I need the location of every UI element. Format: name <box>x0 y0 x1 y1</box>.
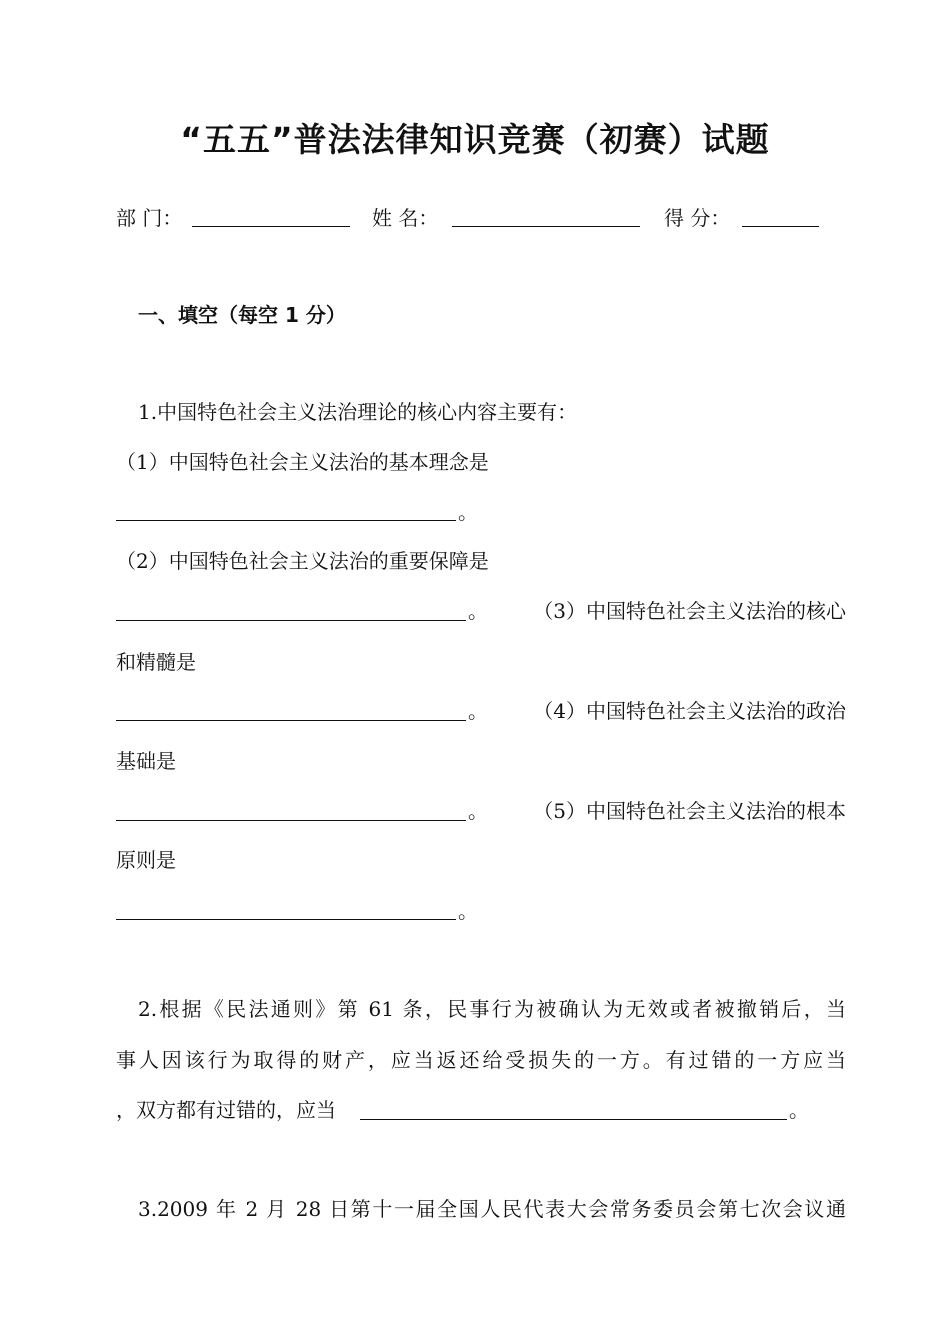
q2-line3: ，双方都有过错的，应当 <box>116 1098 336 1122</box>
q1-item2-blank[interactable] <box>116 620 466 621</box>
name-label: 姓 名： <box>372 206 439 230</box>
q1-item4-text-part1: （4）中国特色社会主义法治的政治 <box>533 699 846 723</box>
q1-item5-blank[interactable] <box>116 919 456 920</box>
q1-item2-text: （2）中国特色社会主义法治的重要保障是 <box>116 549 489 573</box>
q3-line1: 3.2009 年 2 月 28 日第十一届全国人民代表大会常务委员会第七次会议通 <box>138 1197 846 1221</box>
q1-item3-blank[interactable] <box>116 720 466 721</box>
page-title: “五五”普法法律知识竞赛（初赛）试题 <box>180 120 770 159</box>
q2-line2: 事人因该行为取得的财产，应当返还给受损失的一方。有过错的一方应当 <box>116 1048 846 1072</box>
q2-line1: 2.根据《民法通则》第 61 条，民事行为被确认为无效或者被撤销后，当 <box>138 997 846 1021</box>
department-blank[interactable] <box>192 226 350 227</box>
q1-item5-text-part1: （5）中国特色社会主义法治的根本 <box>533 799 846 823</box>
section-heading-fill-blank: 一、填空（每空 1 分） <box>138 303 346 327</box>
q1-item5-period: 。 <box>458 899 478 923</box>
q1-item1-blank[interactable] <box>116 520 456 521</box>
q2-period: 。 <box>789 1098 809 1122</box>
q1-item1-period: 。 <box>458 500 478 524</box>
q1-item4-blank[interactable] <box>116 820 466 821</box>
q1-item2-period: 。 <box>468 599 488 623</box>
score-label: 得 分： <box>664 206 731 230</box>
q1-intro: 1.中国特色社会主义法治理论的核心内容主要有： <box>138 400 578 424</box>
q1-item4-period: 。 <box>468 799 488 823</box>
name-blank[interactable] <box>452 226 640 227</box>
q1-item4-text-part2: 基础是 <box>116 749 176 773</box>
q1-item3-period: 。 <box>468 699 488 723</box>
q1-item5-text-part2: 原则是 <box>116 848 176 872</box>
q1-item1-text: （1）中国特色社会主义法治的基本理念是 <box>116 450 489 474</box>
q1-item3-text-part2: 和精髓是 <box>116 650 196 674</box>
q1-item3-text-part1: （3）中国特色社会主义法治的核心 <box>533 599 846 623</box>
score-blank[interactable] <box>742 226 819 227</box>
q2-blank[interactable] <box>360 1119 787 1120</box>
department-label: 部 门： <box>116 206 183 230</box>
